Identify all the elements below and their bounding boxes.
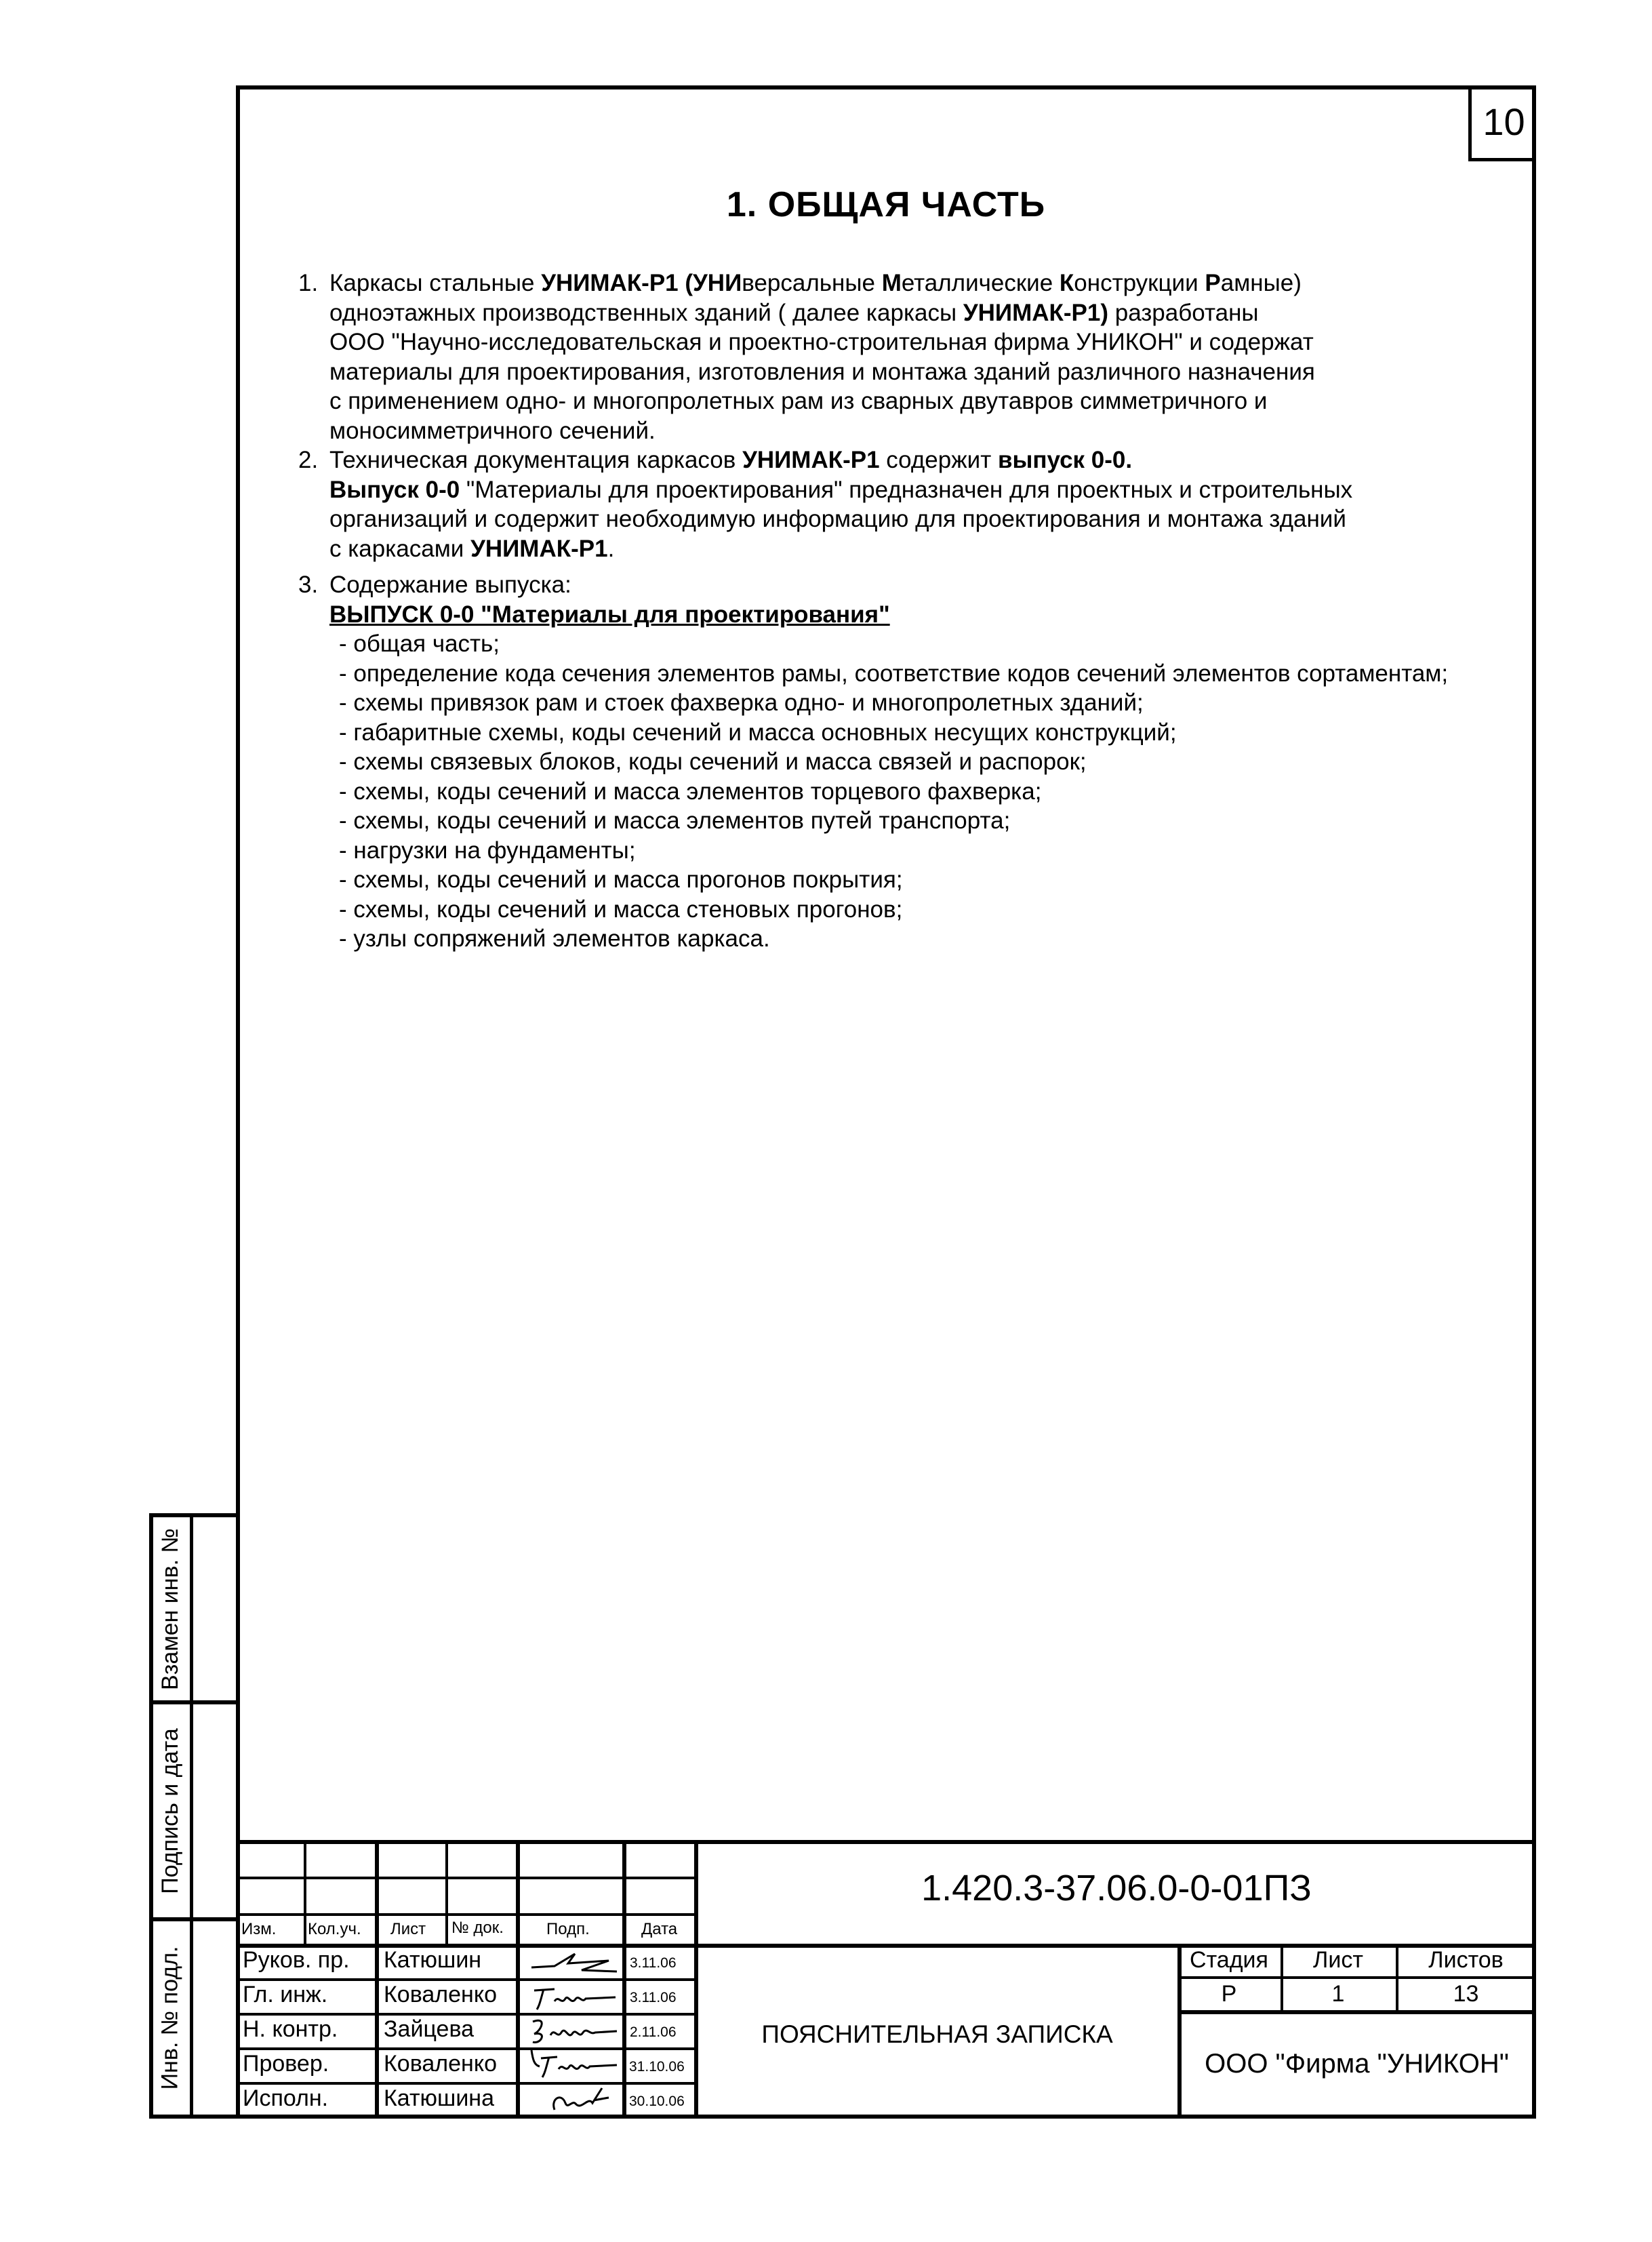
role-label: Провер. [243, 2051, 329, 2077]
document-title: ПОЯСНИТЕЛЬНАЯ ЗАПИСКА [761, 2020, 1113, 2048]
item2-line1: 2. Техническая документация каркасов УНИМАК-Р1 содержит выпуск 0-0. [298, 447, 1133, 473]
role-label: Н. контр. [243, 2016, 338, 2042]
body-text [298, 268, 1518, 954]
contents-item: - схемы, коды сечений и масса элементов путей транспорта; [339, 807, 1011, 834]
organization-name: ООО "Фирма "УНИКОН" [1205, 2049, 1509, 2079]
item1-line1: 1. Каркасы стальные УНИМАК-Р1 (УНИверсальные Металлические Конструкции Рамные) [298, 270, 1302, 296]
contents-item: - схемы, коды сечений и масса стеновых прогонов; [339, 896, 903, 923]
col-doc: № док. [451, 1919, 504, 1937]
signature-5 [527, 2083, 622, 2117]
item3-line1: 3. Содержание выпуска: [298, 572, 571, 598]
sign-date: 30.10.06 [629, 2094, 685, 2109]
tb-line [1177, 1976, 1536, 1979]
sheet-value: 1 [1331, 1981, 1345, 2007]
col-sign: Подп. [546, 1920, 590, 1938]
stage-header: Стадия [1190, 1947, 1268, 1973]
sheets-value: 13 [1453, 1981, 1479, 2007]
title-block [236, 1840, 1536, 2119]
item1-line4: материалы для проектирования, изготовления и монтажа зданий различного назначения [329, 358, 1315, 385]
contents-item: - определение кода сечения элементов рамы, соответствие кодов сечений элементов сортаментам; [339, 660, 1449, 687]
contents-item: - схемы привязок рам и стоек фахверка одно- и многопролетных зданий; [339, 689, 1144, 716]
item2-line3: организаций и содержит необходимую информацию для проектирования и монтажа зданий [329, 506, 1346, 532]
sign-date: 3.11.06 [630, 1955, 677, 1971]
contents-item: - нагрузки на фундаменты; [339, 837, 636, 864]
tb-line [622, 1840, 626, 2119]
tb-line [445, 1840, 448, 1944]
tb-line [236, 2047, 697, 2050]
person-name: Коваленко [384, 2051, 497, 2077]
tb-line [304, 1840, 306, 1944]
label-inv-original: Инв. № подл. [157, 1946, 183, 2090]
tb-line [516, 1840, 520, 2119]
sheets-header: Листов [1428, 1947, 1504, 1973]
item1-line2: одноэтажных производственных зданий ( далее каркасы УНИМАК-Р1) разработаны [329, 299, 1259, 326]
tb-line [236, 2013, 697, 2016]
person-name: Катюшина [384, 2085, 494, 2111]
tb-line [236, 1978, 697, 1981]
signature-4 [527, 2049, 622, 2080]
sign-date: 31.10.06 [629, 2059, 685, 2075]
sign-date: 3.11.06 [630, 1990, 677, 2005]
page-number: 10 [1468, 85, 1536, 161]
release-title: ВЫПУСК 0-0 "Материалы для проектирования" [329, 601, 890, 628]
col-izm: Изм. [241, 1920, 277, 1938]
contents-item: - общая часть; [339, 630, 500, 657]
contents-item: - схемы связевых блоков, коды сечений и масса связей и распорок; [339, 748, 1087, 775]
person-name: Зайцева [384, 2016, 475, 2042]
role-label: Руков. пр. [243, 1947, 350, 1973]
person-name: Коваленко [384, 1982, 497, 2007]
section-heading: 1. ОБЩАЯ ЧАСТЬ [726, 185, 1046, 224]
signature-1 [527, 1947, 622, 1977]
tb-line [1177, 2010, 1536, 2014]
item2-line2: Выпуск 0-0 "Материалы для проектирования" предназначен для проектных и строительных [329, 476, 1353, 503]
sheet-header: Лист [1313, 1947, 1363, 1973]
item1-line3: ООО "Научно-исследовательская и проектно-строительная фирма УНИКОН" и содержат [329, 329, 1314, 355]
item1-line5: с применением одно- и многопролетных рам из сварных двутавров симметричного и [329, 388, 1268, 414]
item1-line6: моносимметричного сечений. [329, 417, 656, 444]
signature-2 [527, 1981, 622, 2012]
contents-item: - схемы, коды сечений и масса элементов торцевого фахверка; [339, 778, 1042, 805]
role-label: Гл. инж. [243, 1982, 328, 2007]
side-strip-divider [190, 1513, 193, 2119]
tb-line [236, 2082, 697, 2085]
contents-item: - узлы сопряжений элементов каркаса. [339, 925, 770, 952]
label-signature-date: Подпись и дата [157, 1727, 183, 1894]
col-date: Дата [641, 1920, 678, 1938]
col-kol: Кол.уч. [308, 1920, 361, 1938]
label-replaces-inv: Взамен инв. № [157, 1527, 183, 1690]
person-name: Катюшин [384, 1947, 482, 1973]
contents-item: - схемы, коды сечений и масса прогонов покрытия; [339, 866, 903, 893]
stage-value: Р [1221, 1981, 1237, 2007]
document-designation: 1.420.3-37.06.0-0-01ПЗ [921, 1868, 1312, 1908]
tb-line [375, 1840, 379, 2119]
contents-item: - габаритные схемы, коды сечений и масса основных несущих конструкций; [339, 719, 1177, 746]
role-label: Исполн. [243, 2085, 329, 2111]
signature-3 [527, 2015, 622, 2046]
contents-list [298, 629, 1518, 954]
tb-line [236, 1840, 1536, 1844]
sign-date: 2.11.06 [630, 2024, 677, 2040]
col-list: Лист [390, 1920, 426, 1938]
item2-line4: с каркасами УНИМАК-Р1. [329, 535, 615, 562]
